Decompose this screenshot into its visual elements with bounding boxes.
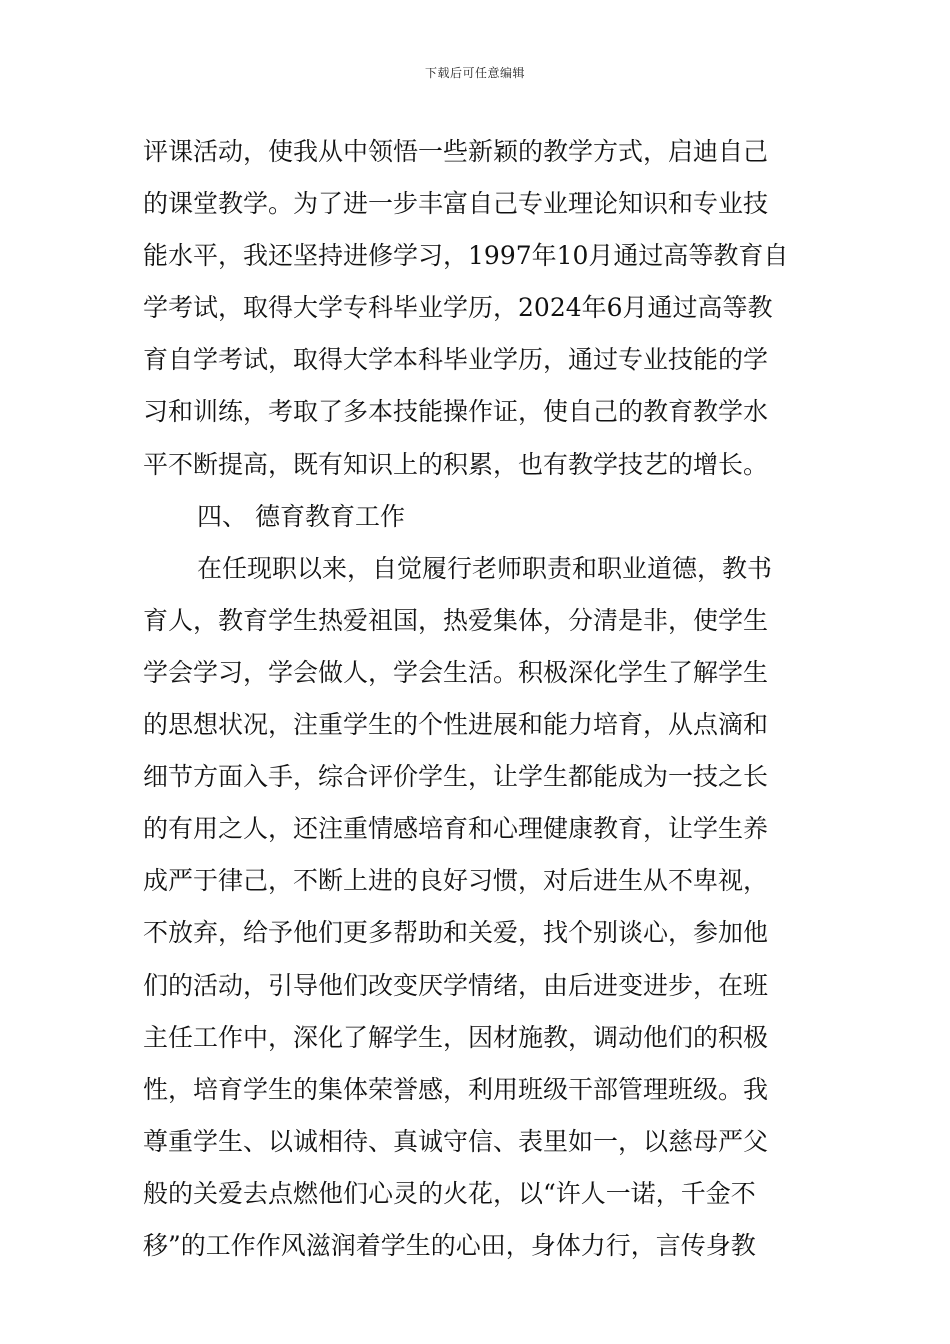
- text-line: 尊重学生、以诚相待、真诚守信、表里如一，以慈母严父: [143, 1126, 769, 1156]
- text-line: 移”的工作作风滋润着学生的心田，身体力行，言传身教: [143, 1230, 756, 1260]
- text-line: 平不断提高，既有知识上的积累，也有教学技艺的增长。: [143, 449, 769, 479]
- text-line: 育自学考试，取得大学本科毕业学历，通过专业技能的学: [143, 345, 769, 375]
- text-line: 主任工作中，深化了解学生，因材施教，调动他们的积极: [143, 1022, 769, 1052]
- text-line: 们的活动，引导他们改变厌学情绪，由后进变进步，在班: [143, 970, 769, 1000]
- document-body: [143, 126, 808, 1272]
- text-line: 能水平，我还坚持进修学习，1997年10月通过高等教育自: [143, 241, 789, 271]
- text-line: 成严于律己，不断上进的良好习惯，对后进生从不卑视，: [143, 866, 769, 896]
- page-header: 下载后可任意编辑: [424, 66, 525, 80]
- text-line: 性，培育学生的集体荣誉感，利用班级干部管理班级。我: [143, 1074, 769, 1104]
- paragraph-start: 在任现职以来，自觉履行老师职责和职业道德，教书: [197, 553, 773, 583]
- text-line: 细节方面入手，综合评价学生，让学生都能成为一技之长: [143, 762, 769, 792]
- text-line: 习和训练，考取了多本技能操作证，使自己的教育教学水: [143, 397, 769, 427]
- text-line: 评课活动，使我从中领悟一些新颖的教学方式，启迪自己: [143, 137, 769, 166]
- text-line: 学考试，取得大学专科毕业学历，2024年6月通过高等教: [143, 293, 773, 323]
- text-line: 般的关爱去点燃他们心灵的火花，以“许人一诺，千金不: [143, 1178, 756, 1208]
- text-line: 的课堂教学。为了进一步丰富自己专业理论知识和专业技: [143, 189, 769, 219]
- text-line: 育人，教育学生热爱祖国，热爱集体，分清是非，使学生: [143, 605, 769, 635]
- text-line: 的思想状况，注重学生的个性进展和能力培育，从点滴和: [143, 710, 769, 740]
- section-heading: 四、 德育教育工作: [197, 501, 405, 531]
- text-line: 学会学习，学会做人，学会生活。积极深化学生了解学生: [143, 657, 769, 687]
- text-line: 的有用之人，还注重情感培育和心理健康教育，让学生养: [143, 814, 769, 844]
- text-line: 不放弃，给予他们更多帮助和关爱，找个别谈心，参加他: [143, 918, 769, 948]
